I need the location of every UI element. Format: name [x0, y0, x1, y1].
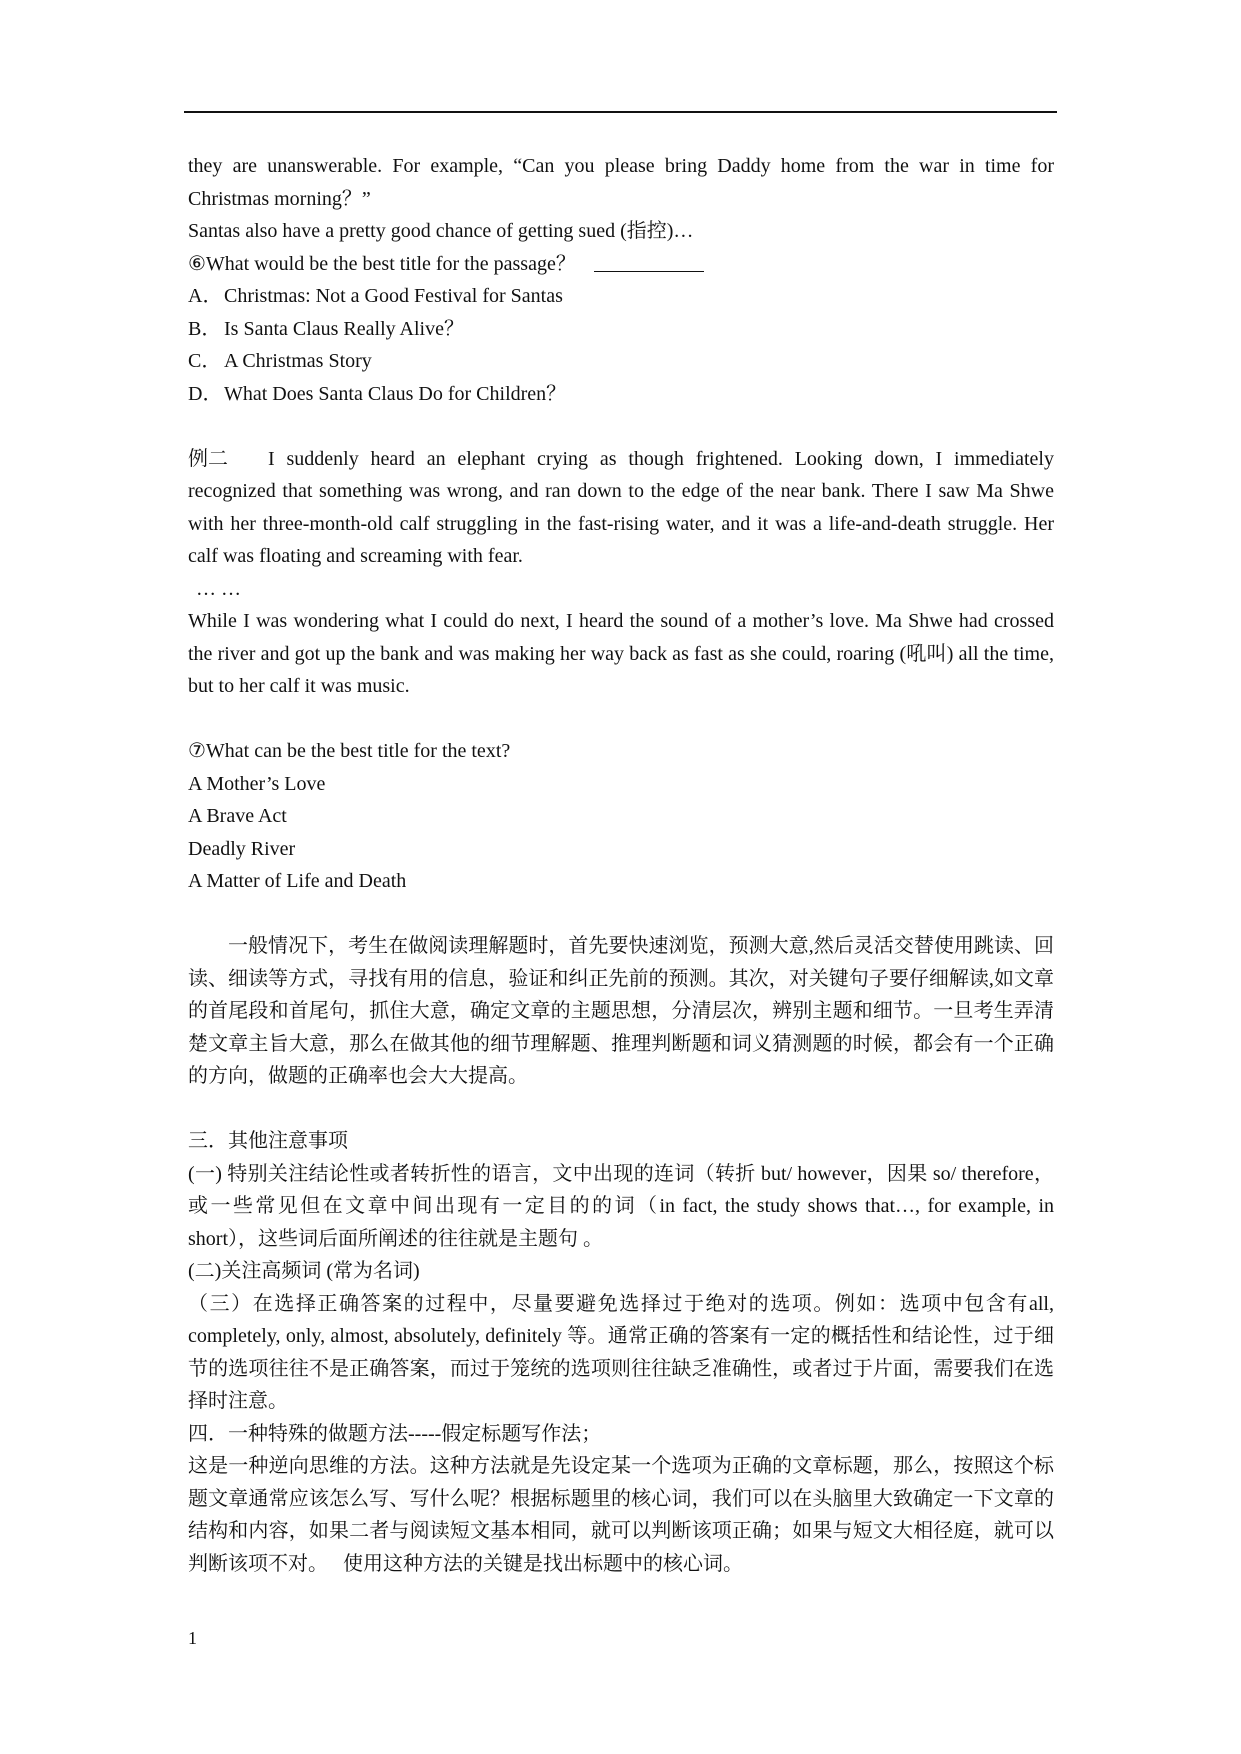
- header-rule: [184, 111, 1057, 113]
- q6-option-d: [188, 378, 1054, 411]
- q6-prompt: [188, 248, 1054, 281]
- q6-option-a: [188, 280, 1054, 313]
- q7-prompt: ⑦What can be the best title for the text?: [188, 740, 511, 762]
- section3-heading: 三．其他注意事项: [188, 1130, 348, 1152]
- spacer: [188, 1093, 1054, 1126]
- section4-body: 这是一种逆向思维的方法。这种方法就是先设定某一个选项为正确的文章标题，那么，按照这个标题文章通常应该怎么写、写什么呢？根据标题里的核心词，我们可以在头脑里大致确定一下文章的结构和内容，如果二者与阅读短文基本相同，就可以判断该项正确；如果与短文大相径庭，就可以判断该项不对。 使用这种方法的关键是找出标题中的核心词。: [188, 1455, 1054, 1575]
- section3-item3: （三）在选择正确答案的过程中，尽量要避免选择过于绝对的选项。例如：选项中包含有all, completely, only, almost, absolutely, definitely 等。通常正确的答案有一定的概括性和结论性，过于细节的选项往往不是正确答案，而过于笼统的选项则往往缺乏准确性，或者过于片面，需要我们在选择时注意。: [188, 1292, 1054, 1412]
- page-number: 1: [188, 1628, 197, 1648]
- option-letter: C．: [188, 350, 222, 372]
- option-text: Is Santa Claus Really Alive？: [224, 317, 464, 340]
- option-text: Christmas: Not a Good Festival for Santas: [224, 285, 563, 307]
- option-text: What Does Santa Claus Do for Children？: [224, 382, 567, 405]
- option-text: A Christmas Story: [224, 350, 372, 372]
- answer-blank: [594, 251, 704, 272]
- spacer: [188, 703, 1054, 736]
- q6-prompt-text: ⑥What would be the best title for the passage？: [188, 252, 576, 275]
- section3-item2: (二)关注高频词 (常为名词): [188, 1260, 420, 1282]
- option-letter: B．: [188, 317, 222, 340]
- spacer: [188, 898, 1054, 931]
- option-letter: D．: [188, 382, 223, 405]
- section4-heading: 四．一种特殊的做题方法-----假定标题写作法；: [188, 1422, 602, 1445]
- option-letter: A．: [188, 285, 223, 307]
- example2-para1: [188, 443, 1054, 573]
- passage1-line1: they are unanswerable. For example, “Can you please bring Daddy home from the war in time for Christmas morning？”: [188, 155, 1054, 210]
- example2-ellipsis: … …: [196, 577, 241, 600]
- passage1-line2: Santas also have a pretty good chance of getting sued (指控)…: [188, 220, 694, 242]
- q6-option-c: [188, 345, 1054, 378]
- q7-option-4: A Matter of Life and Death: [188, 870, 407, 892]
- q7-option-2: A Brave Act: [188, 805, 287, 827]
- example2-para1-text: I suddenly heard an elephant crying as though frightened. Looking down, I immediately recognized that something was wrong, and ran down to the edge of the near bank. There I saw Ma Shwe with her three-month-old calf struggling in the fast-rising water, and it was a life-and-death struggle. Her calf was floating and screaming with fear.: [188, 447, 1054, 567]
- example2-para2: While I was wondering what I could do next, I heard the sound of a mother’s love. Ma Shwe had crossed the river and got up the bank and was making her way back as fast as she could, roaring (吼叫) all the time, but to her calf it was music.: [188, 610, 1054, 697]
- q7-option-3: Deadly River: [188, 837, 296, 860]
- q7-option-1: A Mother’s Love: [188, 772, 326, 795]
- summary-paragraph: 一般情况下，考生在做阅读理解题时，首先要快速浏览，预测大意,然后灵活交替使用跳读、回读、细读等方式，寻找有用的信息，验证和纠正先前的预测。其次，对关键句子要仔细解读,如文章的首尾段和首尾句，抓住大意，确定文章的主题思想，分清层次，辨别主题和细节。一旦考生弄清楚文章主旨大意，那么在做其他的细节理解题、推理判断题和词义猜测题的时候，都会有一个正确的方向，做题的正确率也会大大提高。: [188, 935, 1054, 1087]
- section3-item1: (一) 特别关注结论性或者转折性的语言，文中出现的连词（转折 but/ however，因果 so/ therefore，或一些常见但在文章中间出现有一定目的的词（in fact, the study shows that…, for example, in short），这些词后面所阐述的往往就是主题句 。: [188, 1162, 1054, 1250]
- example2-heading: 例二: [188, 447, 228, 470]
- q6-option-b: [188, 313, 1054, 346]
- document-body: [188, 150, 1054, 1580]
- spacer: [188, 410, 1054, 443]
